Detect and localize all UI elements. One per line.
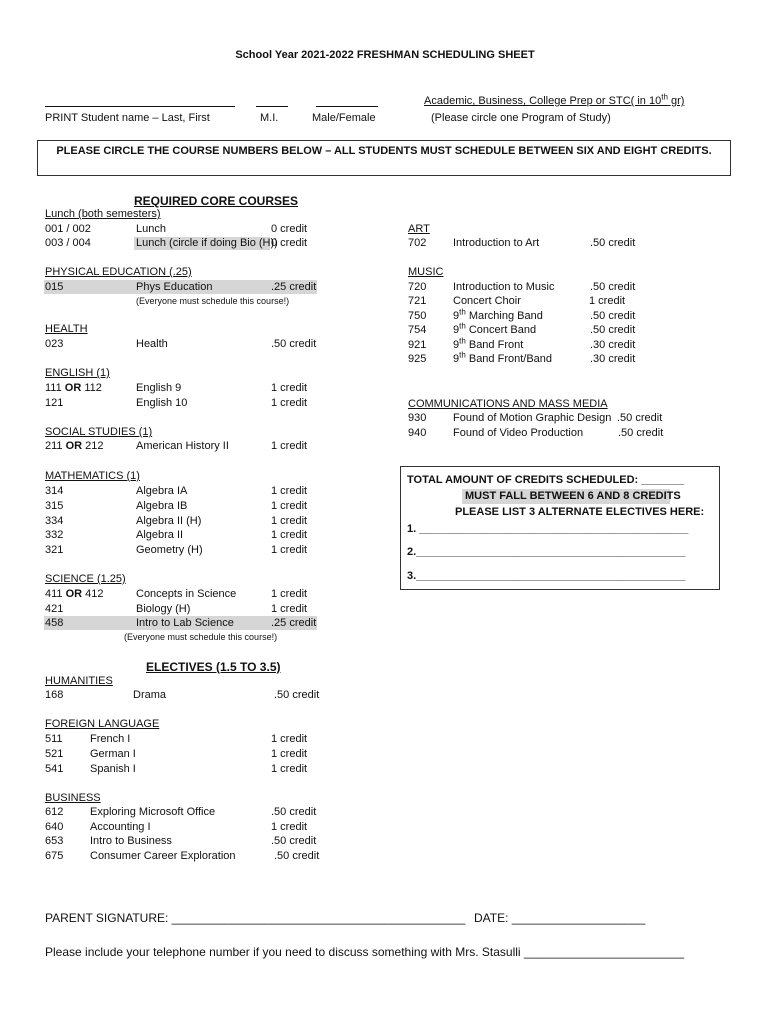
- program-options[interactable]: Academic, Business, College Prep or STC( in 10th gr): [424, 92, 685, 107]
- social-studies-title: SOCIAL STUDIES (1): [45, 426, 153, 438]
- parent-signature-field[interactable]: PARENT SIGNATURE: ____________________________________________: [45, 911, 466, 925]
- humanities-title: HUMANITIES: [45, 675, 113, 687]
- course-name: Health: [136, 338, 168, 350]
- course-name: 9th Band Front: [453, 336, 524, 351]
- course-name: Lunch: [136, 223, 166, 235]
- course-credit: 1 credit: [271, 515, 308, 527]
- course-name: 9th Concert Band: [453, 321, 537, 336]
- alternate-elective-1[interactable]: 1. ____________________________________________: [407, 523, 689, 535]
- course-number[interactable]: 521: [45, 748, 64, 760]
- mi-label: M.I.: [260, 112, 279, 124]
- course-number[interactable]: 921: [408, 339, 427, 351]
- course-name: 9th Marching Band: [453, 307, 543, 322]
- course-number[interactable]: 675: [45, 850, 64, 862]
- course-name: Intro to Lab Science: [136, 617, 234, 629]
- course-number[interactable]: 421: [45, 603, 64, 615]
- course-number[interactable]: 314: [45, 485, 64, 497]
- course-number[interactable]: 541: [45, 763, 64, 775]
- alternate-elective-3[interactable]: 3.____________________________________________: [407, 570, 686, 582]
- pe-title: PHYSICAL EDUCATION (.25): [45, 266, 192, 278]
- course-credit: .50 credit: [590, 324, 636, 336]
- art-title: ART: [408, 223, 430, 235]
- electives-heading: ELECTIVES (1.5 TO 3.5): [146, 660, 281, 674]
- gender-field[interactable]: [316, 94, 378, 112]
- course-number[interactable]: 168: [45, 689, 64, 701]
- course-credit: 1 credit: [271, 748, 308, 760]
- course-credit: 1 credit: [271, 763, 308, 775]
- course-name: Algebra IB: [136, 500, 188, 512]
- course-number[interactable]: 720: [408, 281, 427, 293]
- course-credit: 1 credit: [271, 397, 308, 409]
- course-name: Exploring Microsoft Office: [90, 806, 216, 818]
- course-credit: .50 credit: [274, 689, 320, 701]
- course-name: Biology (H): [136, 603, 191, 615]
- course-name: Accounting I: [90, 821, 151, 833]
- course-number[interactable]: 015: [45, 281, 64, 293]
- course-credit: 1 credit: [271, 821, 308, 833]
- science-note: (Everyone must schedule this course!): [124, 632, 278, 642]
- course-credit: .50 credit: [590, 281, 636, 293]
- english-title: ENGLISH (1): [45, 367, 110, 379]
- course-name: Phys Education: [136, 281, 213, 293]
- course-credit: 1 credit: [271, 440, 308, 452]
- course-credit: .50 credit: [271, 835, 317, 847]
- course-number[interactable]: 211 OR 212: [45, 440, 104, 452]
- course-number[interactable]: 702: [408, 237, 427, 249]
- course-number[interactable]: 023: [45, 338, 64, 350]
- math-title: MATHEMATICS (1): [45, 470, 140, 482]
- course-credit: 1 credit: [271, 733, 308, 745]
- course-name: American History II: [136, 440, 229, 452]
- science-title: SCIENCE (1.25): [45, 573, 126, 585]
- course-name: Algebra II (H): [136, 515, 202, 527]
- course-credit: 1 credit: [271, 382, 308, 394]
- business-title: BUSINESS: [45, 792, 101, 804]
- course-credit: .50 credit: [590, 237, 636, 249]
- course-number[interactable]: 121: [45, 397, 64, 409]
- course-number[interactable]: 612: [45, 806, 64, 818]
- course-credit: .30 credit: [590, 353, 636, 365]
- course-number[interactable]: 458: [45, 617, 64, 629]
- course-name: Concepts in Science: [136, 588, 237, 600]
- course-credit: .50 credit: [617, 412, 663, 424]
- credit-range-note: MUST FALL BETWEEN 6 AND 8 CREDITS: [465, 490, 681, 502]
- course-name: Introduction to Art: [453, 237, 540, 249]
- course-number[interactable]: 930: [408, 412, 427, 424]
- health-title: HEALTH: [45, 323, 88, 335]
- course-credit: .25 credit: [271, 617, 317, 629]
- course-number[interactable]: 925: [408, 353, 427, 365]
- course-name: 9th Band Front/Band: [453, 350, 553, 365]
- student-name-field[interactable]: [45, 94, 235, 112]
- course-credit: .25 credit: [271, 281, 317, 293]
- course-number[interactable]: 332: [45, 529, 64, 541]
- course-name: Lunch (circle if doing Bio (H)): [136, 237, 278, 249]
- page-title: School Year 2021-2022 FRESHMAN SCHEDULING SHEET: [235, 49, 535, 61]
- course-name: Consumer Career Exploration: [90, 850, 236, 862]
- course-credit: .50 credit: [618, 427, 664, 439]
- date-field[interactable]: DATE: ____________________: [474, 911, 646, 925]
- course-name: Drama: [133, 689, 167, 701]
- course-number[interactable]: 511: [45, 733, 63, 745]
- course-credit: .30 credit: [590, 339, 636, 351]
- program-note: (Please circle one Program of Study): [431, 112, 611, 124]
- course-number[interactable]: 940: [408, 427, 427, 439]
- foreign-language-title: FOREIGN LANGUAGE: [45, 718, 160, 730]
- course-credit: .50 credit: [590, 310, 636, 322]
- course-number[interactable]: 334: [45, 515, 64, 527]
- course-credit: 1 credit: [271, 529, 308, 541]
- instruction-text: PLEASE CIRCLE THE COURSE NUMBERS BELOW – ALL STUDENTS MUST SCHEDULE BETWEEN SIX AND EIGHT CREDITS.: [56, 145, 712, 157]
- course-credit: .50 credit: [271, 806, 317, 818]
- course-number[interactable]: 001 / 002: [45, 223, 91, 235]
- course-number[interactable]: 411 OR 412: [45, 588, 104, 600]
- course-credit: 1 credit: [589, 295, 626, 307]
- course-name: Algebra II: [136, 529, 184, 541]
- mi-field[interactable]: [256, 94, 288, 112]
- course-name: Found of Motion Graphic Design: [453, 412, 612, 424]
- course-name: Intro to Business: [90, 835, 172, 847]
- course-number[interactable]: 321: [45, 544, 64, 556]
- course-credit: .50 credit: [271, 338, 317, 350]
- pe-note: (Everyone must schedule this course!): [136, 296, 290, 306]
- course-number[interactable]: 653: [45, 835, 64, 847]
- course-number[interactable]: 721: [408, 295, 427, 307]
- course-name: English 9: [136, 382, 182, 394]
- student-name-label: PRINT Student name – Last, First: [45, 112, 210, 124]
- course-credit: 0 credit: [271, 223, 308, 235]
- course-number[interactable]: 750: [408, 310, 427, 322]
- course-name: German I: [90, 748, 136, 760]
- course-name: Geometry (H): [136, 544, 203, 556]
- course-credit: 1 credit: [271, 588, 308, 600]
- music-title: MUSIC: [408, 266, 444, 278]
- course-credit: 1 credit: [271, 485, 308, 497]
- gender-label: Male/Female: [312, 112, 376, 124]
- course-name: Concert Choir: [453, 295, 521, 307]
- course-name: French I: [90, 733, 131, 745]
- lunch-title: Lunch (both semesters): [45, 208, 161, 220]
- course-name: Algebra IA: [136, 485, 188, 497]
- course-number[interactable]: 315: [45, 500, 64, 512]
- communications-title: COMMUNICATIONS AND MASS MEDIA: [408, 398, 608, 410]
- course-number[interactable]: 640: [45, 821, 64, 833]
- course-name: Spanish I: [90, 763, 136, 775]
- course-name: Introduction to Music: [453, 281, 555, 293]
- telephone-field[interactable]: Please include your telephone number if you need to discuss something with Mrs. Stasulli ________________________: [45, 945, 685, 959]
- alternate-elective-2[interactable]: 2.____________________________________________: [407, 546, 686, 558]
- alternates-instruction: PLEASE LIST 3 ALTERNATE ELECTIVES HERE:: [455, 506, 705, 518]
- required-heading: REQUIRED CORE COURSES: [134, 194, 299, 208]
- course-name: Found of Video Production: [453, 427, 584, 439]
- course-number[interactable]: 754: [408, 324, 427, 336]
- total-credits-field[interactable]: TOTAL AMOUNT OF CREDITS SCHEDULED: _______: [407, 474, 685, 486]
- course-credit: 1 credit: [271, 500, 308, 512]
- course-credit: 1 credit: [271, 603, 308, 615]
- course-credit: 0 credit: [271, 237, 308, 249]
- course-number[interactable]: 111 OR 112: [45, 382, 102, 394]
- course-number[interactable]: 003 / 004: [45, 237, 91, 249]
- course-credit: .50 credit: [274, 850, 320, 862]
- course-credit: 1 credit: [271, 544, 308, 556]
- course-name: English 10: [136, 397, 188, 409]
